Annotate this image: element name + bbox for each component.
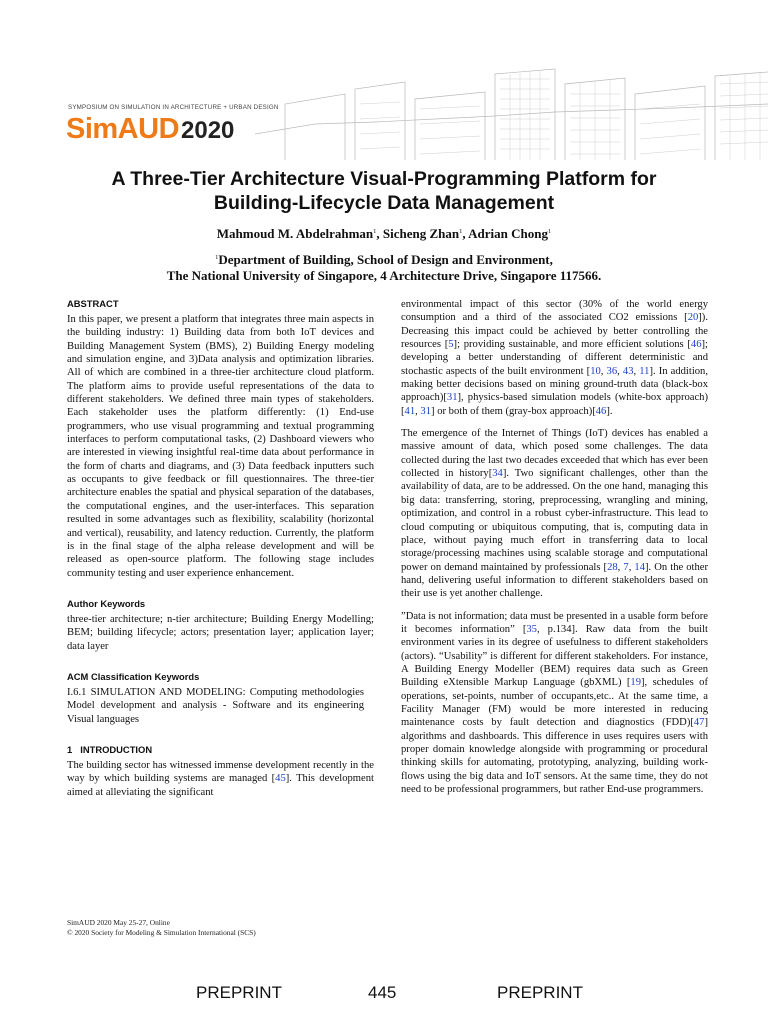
paper-title bbox=[40, 167, 728, 215]
text-run: environmental impact of this sector (30% of the world energy consumption and a third of the associated CO2 emissions [ bbox=[401, 299, 708, 324]
paragraph-environmental-impact: environmental impact of this sector (30% of the world energy consumption and a third of the associated CO2 emissions [20]). Decreasing this impact could be achieved by better controlling the resources [5]; providing sustainable, and more efficient solutions [46]; developing a better understanding of different deterministic and stochastic aspects of the built environment [10, 36, 43, 11]. In addition, making better decisions based on mining ground-truth data (black-box approach)[31], physics-based simulation models (white-box approach)[41, 31] or both of them (gray-box approach)[46]. bbox=[401, 299, 708, 417]
citation-link[interactable]: 31 bbox=[446, 392, 458, 404]
text-run: The emergence of the Internet of Things (IoT) devices has enabled a massive amount of data, which posed some challenges. The data collected during the last two decades exceeded that which has ever been collected in history[ bbox=[401, 428, 708, 480]
acm-line-1: I.6.1 SIMULATION AND MODELING: Computing methodologies bbox=[67, 686, 364, 698]
text-run: ]; developing a better understanding of different deterministic and stochastic aspects of the built environment [ bbox=[401, 339, 708, 377]
footnote-line-2: © 2020 Society for Modeling & Simulation International (SCS) bbox=[67, 928, 256, 937]
citation-link[interactable]: 34 bbox=[492, 468, 503, 480]
title-line-1: A Three-Tier Architecture Visual-Programming Platform for bbox=[111, 168, 657, 190]
text-run: ]; providing sustainable, and more efficient solutions [ bbox=[453, 339, 691, 351]
citation-link[interactable]: 10 bbox=[590, 365, 601, 377]
left-column bbox=[67, 298, 374, 808]
right-column bbox=[401, 298, 708, 805]
paragraph-iot: The emergence of the Internet of Things (IoT) devices has enabled a massive amount of data, which posed some challenges. The data collected during the last two decades exceeded that which has ever been collected in history[34]. Two significant challenges, other than the availability of data, are to be addressed. On the one hand, managing this big data: transferring, storing, preprocessing, wrangling and mining, optimization, and control in a robust cyber-infrastructure. This lead to cloud computing or ubiquitous computing, that is, computing data in place, without paying much effort in transferring data to local storage/processing machines using scalable storage and computational power on demand maintained by professionals [28, 7, 14]. On the other hand, delivering useful information to different stakeholders based on their use is yet another challenge. bbox=[401, 428, 709, 600]
text-run: ], physics-based simulation models (white-box approach)[ bbox=[401, 392, 708, 417]
citation-link[interactable]: 31 bbox=[420, 405, 432, 417]
page-number: 445 bbox=[368, 983, 397, 1002]
citation-link[interactable]: 19 bbox=[630, 677, 642, 689]
acm-line-2: Model development and analysis - Software and its engineering bbox=[67, 700, 364, 712]
author-mark: 1 bbox=[373, 228, 377, 235]
citation-link[interactable]: 43 bbox=[622, 365, 634, 377]
simaud-logo bbox=[66, 113, 234, 146]
text-run: ] or both of them (gray-box approach)[ bbox=[431, 405, 596, 417]
text-run: ], schedules of operations, set-points, number of occupants,etc.. At the same time, a Facility Manager (FM) would be more interested in reducing maintenance costs by fault detection and diagnostics (FDD)[ bbox=[401, 677, 709, 729]
introduction-heading bbox=[67, 744, 374, 756]
text-run: ]. In addition, making better decisions based on mining ground-truth data (black-box approach)[ bbox=[401, 365, 708, 404]
intro-text-a: The building sector has witnessed immense development recently in the way by which building systems are managed [ bbox=[67, 759, 374, 785]
citation-link[interactable]: 46 bbox=[690, 339, 702, 351]
citation-link[interactable]: 47 bbox=[693, 717, 705, 729]
symposium-tagline: SYMPOSIUM ON SIMULATION IN ARCHITECTURE + URBAN DESIGN bbox=[68, 104, 279, 111]
citation-link[interactable]: 45 bbox=[275, 773, 286, 785]
footer-preprint-right: PREPRINT bbox=[497, 983, 583, 1002]
logo-name: SimAUD bbox=[66, 113, 180, 145]
paragraph-data-information bbox=[401, 610, 708, 797]
acm-text bbox=[67, 686, 374, 726]
citation-link[interactable]: 20 bbox=[687, 312, 699, 324]
author-keywords-heading: Author Keywords bbox=[67, 597, 146, 609]
citation-link[interactable]: 14 bbox=[634, 561, 645, 573]
conference-banner bbox=[0, 0, 768, 160]
author-name: Sicheng Zhan bbox=[382, 226, 460, 241]
text-run: ]. Two significant challenges, other than the availability of data, are to be addressed. On the one hand, managing this big data: transferring, storing, preprocessing, wrangling and mining, optimization, and control in a robust cyber-infrastructure. This lead to cloud computing or ubiquitous computing, that is, computing data in place, without paying much effort in transferring data to local storage/processing machines using scalable storage and computational power on demand maintained by professionals [ bbox=[401, 468, 708, 573]
text-run: ]). Decreasing this impact could be achieved by better controlling the resources [ bbox=[401, 312, 708, 351]
acm-line-3: Visual languages bbox=[67, 713, 140, 725]
citation-link[interactable]: 28 bbox=[607, 561, 618, 573]
author-keywords-text: three-tier architecture; n-tier architecture; Building Energy Modelling; BEM; building lifecycle; actors; presentation layer; application layer; data layer bbox=[67, 613, 374, 652]
title-line-2: Building-Lifecycle Data Management bbox=[213, 192, 555, 214]
affiliation-mark: 1 bbox=[215, 254, 219, 261]
introduction-text bbox=[67, 759, 374, 799]
citation-link[interactable]: 7 bbox=[623, 561, 629, 573]
section-number: 1 bbox=[67, 743, 73, 755]
footnote-line-1: SimAUD 2020 May 25-27, Online bbox=[67, 918, 170, 927]
architecture-sketch-image bbox=[255, 64, 768, 160]
logo-year: 2020 bbox=[181, 117, 235, 144]
citation-link[interactable]: 46 bbox=[595, 405, 607, 417]
author-mark: 1 bbox=[459, 228, 463, 235]
text-run: ]. On the other hand, delivering useful information to different stakeholders based on their use is yet another challenge. bbox=[401, 561, 709, 600]
text-run: ”Data is not information; data must be presented in a usable form before it becomes information” [ bbox=[401, 610, 708, 635]
affiliation bbox=[40, 250, 728, 284]
citation-link[interactable]: 35 bbox=[526, 623, 537, 635]
author-list: Mahmoud M. Abdelrahman$^1$, Sicheng Zhan$^1$, Adrian Chong$^1$ bbox=[216, 226, 552, 241]
acm-heading: ACM Classification Keywords bbox=[67, 670, 200, 682]
text-run: , p.134]. Raw data from the built environment varies in its degree of usefulness to different stakeholders (actors). “Usability” is different for different stakeholders. For instance, A Building Energy Modeller (BEM) requires data such as Green Building eXtensible Markup Language (gbXML) [ bbox=[401, 623, 708, 689]
citation-link[interactable]: 11 bbox=[639, 365, 650, 377]
citation-link[interactable]: 36 bbox=[606, 365, 618, 377]
abstract-heading: ABSTRACT bbox=[67, 298, 119, 309]
intro-text-b: ]. This development aimed at alleviating the significant bbox=[67, 773, 374, 798]
author-name: Mahmoud M. Abdelrahman bbox=[216, 226, 374, 241]
conference-footnote bbox=[67, 918, 374, 938]
footer-preprint-left: PREPRINT bbox=[196, 983, 282, 1002]
text-run: ] algorithms and dashboards. This difference in uses requires users with proper domain knowledge alongside with programming or procedural thinking skills for automating, prototyping, analyzing, building work-flows using the big data and IoT sensors. At the same time, they do not need to be professional programmers, but rather End-use programmers. bbox=[401, 717, 708, 796]
citation-link[interactable]: 41 bbox=[404, 405, 416, 417]
text-run: ]. bbox=[606, 405, 613, 417]
author-name: Adrian Chong bbox=[468, 226, 548, 241]
affiliation-line-1: Department of Building, School of Design and Environment, bbox=[218, 252, 553, 267]
abstract-text: In this paper, we present a platform that integrates three main aspects in the building industry: 1) Building data from both IoT devices and Building Management System (BMS), 2) Building Energy modeling and simulation engine, and 3)Data analysis and optimization libraries. All of which are combined in a three-tier architecture cloud platform. The platform aims to provide useful representations of the data to different stakeholders. We defined three main types of stakeholders. Each stakeholder uses the platform differently: (1) End-use programmers, who use visual programming and textual programming interfaces to perform computational tasks, (2) Dashboard viewers who are interested in viewing insightful real-time data about performance in the form of charts and diagrams, and (3) Data feedback inputters such as occupants to give feedback or fill questionnaires. The three-tier architecture enables the spatial and physical separation of the databases, the computational engines, and the user-interfaces. This separation resulted in some advantages such as flexibility, scalability (horizontal and vertical), reusability, and latency reduction. Currently, the platform is in the final stage of the alpha release development and will be released as open-source platform. The following stage includes community testing and user experience enhancement. bbox=[67, 314, 374, 579]
citation-link[interactable]: 5 bbox=[448, 339, 454, 351]
affiliation-line-2: The National University of Singapore, 4 Architecture Drive, Singapore 117566. bbox=[166, 268, 602, 283]
section-title: INTRODUCTION bbox=[80, 743, 153, 755]
author-mark: 1 bbox=[548, 228, 552, 235]
